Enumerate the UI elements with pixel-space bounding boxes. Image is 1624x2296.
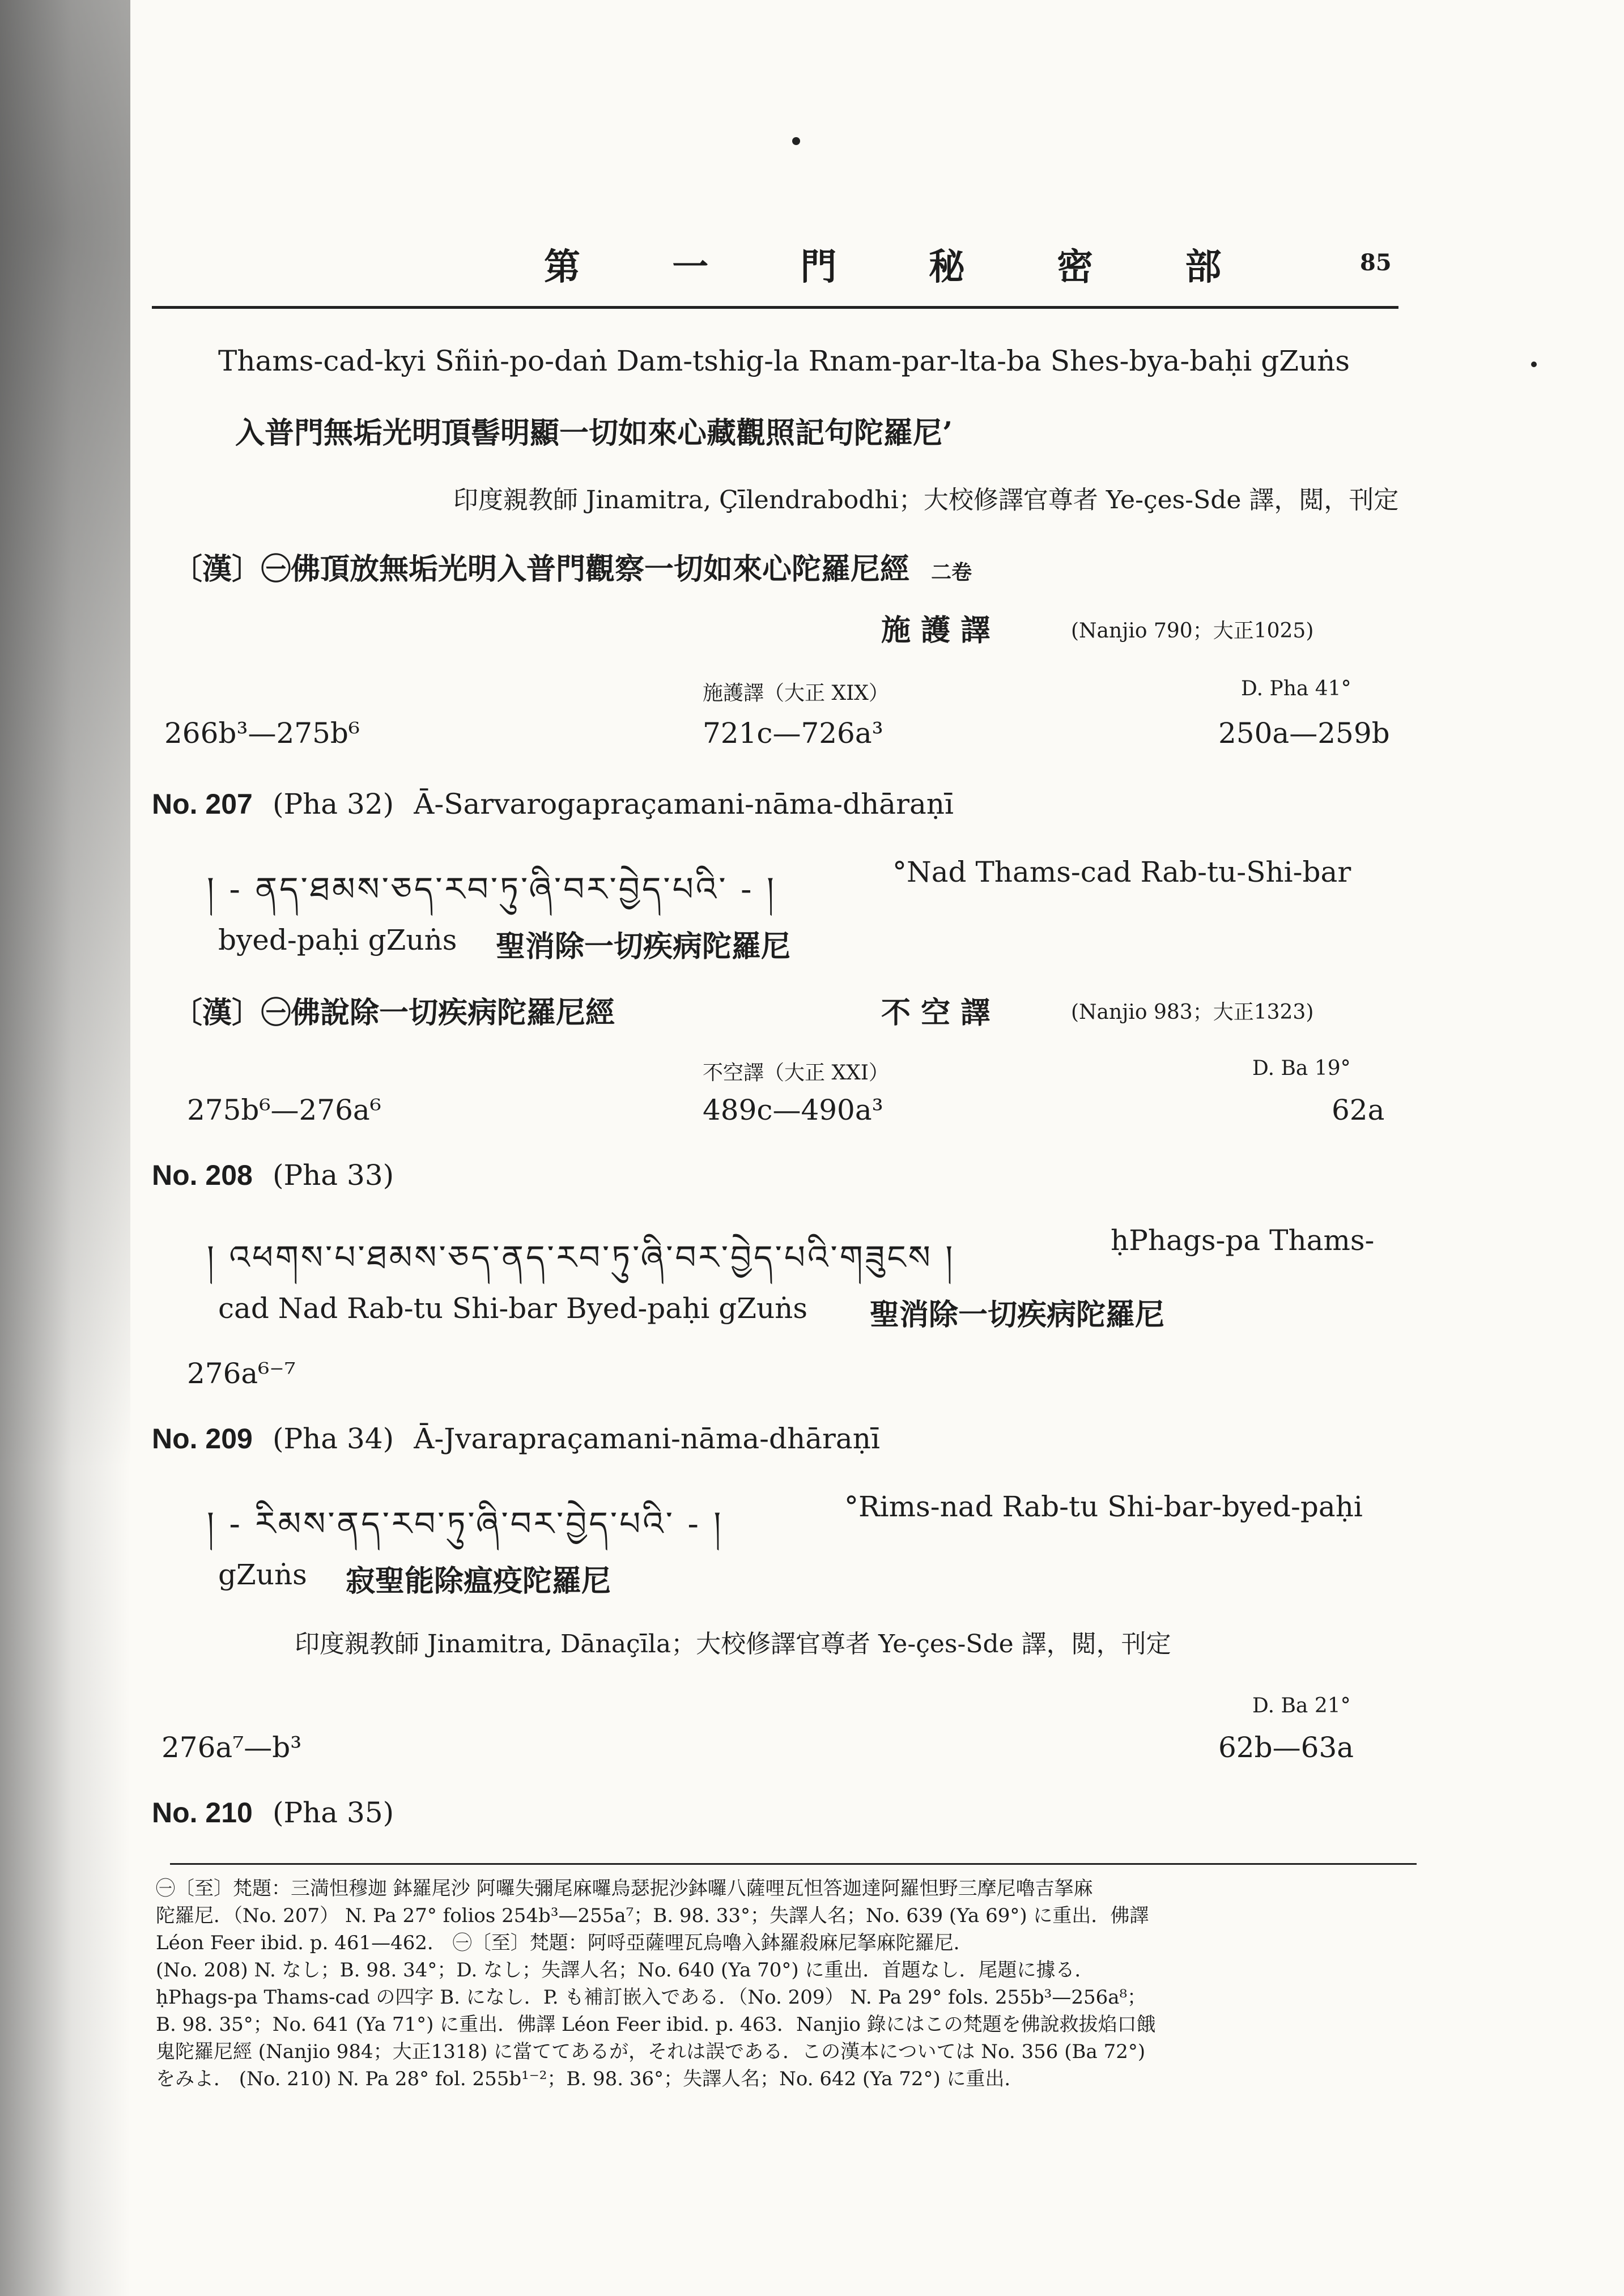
footnote-line: をみよ． (No. 210) N. Pa 28° fol. 255b¹⁻²；B. 98. 36°；失譯人名；No. 642 (Ya 72°) に重出． xyxy=(156,2068,1024,2090)
ref-right: 250a—259b xyxy=(1218,717,1390,750)
translators-line: 印度親教師 Jinamitra, Dānaçīla；大校修譯官尊者 Ye-çes-Sde 譯，閲，刊定 xyxy=(295,1630,1171,1659)
col-right-label: D. Ba 19° xyxy=(1252,1057,1351,1080)
translit-line: byed-paḥi gZuṅs xyxy=(218,924,457,956)
ref-left: 276a⁶⁻⁷ xyxy=(187,1357,296,1390)
translit-line: Thams-cad-kyi Sñiṅ-po-daṅ Dam-tshig-la Rnam-par-lta-ba Shes-bya-baḥi gZuṅs xyxy=(218,345,1350,377)
translit-line: gZuṅs xyxy=(218,1558,307,1591)
ref-right: 62a xyxy=(1332,1094,1385,1126)
tibetan-title: ། འཕགས་པ་ཐམས་ཅད་ནད་རབ་ཏུ་ཞི་བར་བྱེད་པའི་གཟུངས ། xyxy=(207,1238,955,1277)
entry-number: No. 208 xyxy=(152,1159,253,1191)
title-cjk: 聖消除一切疾病陀羅尼 xyxy=(870,1298,1165,1332)
title-cjk: 入普門無垢光明頂髻明顯一切如來心藏觀照記句陀羅尼’ xyxy=(235,416,953,450)
tibetan-title: ། - རིམས་ནད་རབ་ཏུ་ཞི་བར་བྱེད་པའི་ - ། xyxy=(207,1504,724,1543)
ref-right: 62b—63a xyxy=(1218,1731,1354,1764)
entry-209-heading xyxy=(152,1422,880,1455)
translit-line: °Rims-nad Rab-tu Shi-bar-byed-paḥi xyxy=(844,1490,1363,1523)
title-cjk: 寂聖能除瘟疫陀羅尼 xyxy=(346,1564,611,1598)
translit-line: cad Nad Rab-tu Shi-bar Byed-paḥi gZuṅs xyxy=(218,1292,808,1325)
translators-line: 印度親教師 Jinamitra, Çīlendrabodhi；大校修譯官尊者 Ye-çes-Sde 譯，閲，刊定 xyxy=(453,486,1399,515)
speck xyxy=(792,137,800,145)
footnote-line: 鬼陀羅尼經 (Nanjio 984；大正1318) に當ててあるが，それは誤である．この漢本については No. 356 (Ba 72°) xyxy=(156,2040,1146,2063)
nanjio-ref: (Nanjio 983；大正1323) xyxy=(1071,1001,1314,1024)
translit-line: ḥPhags-pa Thams- xyxy=(1111,1224,1375,1257)
col-right-label: D. Pha 41° xyxy=(1241,677,1351,700)
sanskrit-title: Ā-Jvarapraçamani-nāma-dhāraṇī xyxy=(414,1422,880,1455)
pha-ref: (Pha 33) xyxy=(272,1159,394,1192)
footnote-line: ㊀〔至〕梵題：三満怛穆迦 鉢羅尾沙 阿囉失彌尾麻囉烏瑟抳沙鉢囉八薩哩瓦怛答迦達阿羅怛野三摩尼嚕吉拏麻 xyxy=(156,1877,1093,1900)
tibetan-title: ། - ནད་ཐམས་ཅད་རབ་ཏུ་ཞི་བར་བྱེད་པའི་ - ། xyxy=(207,870,776,908)
page-number: 85 xyxy=(1360,249,1392,276)
entry-number: No. 210 xyxy=(152,1797,253,1829)
entry-207-heading xyxy=(152,788,954,820)
scan-shadow-edge xyxy=(0,0,130,2296)
entry-210-heading xyxy=(152,1796,394,1829)
footnote-line: 陀羅尼．（No. 207） N. Pa 27° folios 254b³—255a⁷；B. 98. 33°；失譯人名；No. 639 (Ya 69°) に重出．佛譯 xyxy=(156,1904,1149,1927)
entry-number: No. 207 xyxy=(152,788,253,820)
running-header-title: 第 一 門 秘 密 部 xyxy=(544,246,1261,288)
ref-left: 276a⁷—b³ xyxy=(161,1731,302,1764)
header-rule xyxy=(152,306,1398,309)
chinese-version: 〔漢〕㊀佛說除一切疾病陀羅尼經 xyxy=(173,996,615,1030)
sanskrit-title: Ā-Sarvarogapraçamani-nāma-dhāraṇī xyxy=(414,788,954,820)
translator-name: 施 護 譯 xyxy=(881,613,990,648)
ref-left: 275b⁶—276a⁶ xyxy=(187,1094,381,1126)
ref-left: 266b³—275b⁶ xyxy=(164,717,360,750)
footnote-line: (No. 208) N. なし；B. 98. 34°；D. なし；失譯人名；No. 640 (Ya 70°) に重出．首題なし．尾題に據る． xyxy=(156,1959,1094,1982)
translator-name: 不 空 譯 xyxy=(881,996,990,1030)
speck xyxy=(1531,362,1537,367)
pha-ref: (Pha 35) xyxy=(272,1796,394,1829)
col-right-label: D. Ba 21° xyxy=(1252,1694,1351,1717)
col-mid-label: 不空譯（大正 XXI） xyxy=(703,1061,889,1085)
pha-ref: (Pha 34) xyxy=(272,1422,394,1455)
entry-number: No. 209 xyxy=(152,1423,253,1455)
chinese-version: 〔漢〕㊀佛頂放無垢光明入普門觀察一切如來心陀羅尼經 二卷 xyxy=(173,552,972,586)
col-mid-label: 施護譯（大正 XIX） xyxy=(703,682,889,705)
pha-ref: (Pha 32) xyxy=(272,788,394,820)
footnote-line: B. 98. 35°；No. 641 (Ya 71°) に重出．佛譯 Léon Feer ibid. p. 463．Nanjio 錄にはこの梵題を佛說救拔焰口餓 xyxy=(156,2013,1156,2036)
entry-208-heading xyxy=(152,1159,394,1192)
ref-mid: 721c—726a³ xyxy=(703,717,883,750)
title-cjk: 聖消除一切疾病陀羅尼 xyxy=(496,929,791,964)
translit-line: °Nad Thams-cad Rab-tu-Shi-bar xyxy=(892,856,1351,888)
footnote-rule xyxy=(170,1863,1417,1865)
nanjio-ref: (Nanjio 790；大正1025) xyxy=(1071,619,1314,643)
footnote-line: ḥPhags-pa Thams-cad の四字 B. になし．P. も補訂嵌入である．（No. 209） N. Pa 29° fols. 255b³—256a⁸； xyxy=(156,1986,1147,2009)
ref-mid: 489c—490a³ xyxy=(703,1094,883,1126)
footnote-line: Léon Feer ibid. p. 461—462． ㊀〔至〕梵題：阿哷亞薩哩瓦烏嚕入鉢羅殺麻尼拏麻陀羅尼． xyxy=(156,1932,973,1954)
footnotes xyxy=(156,1873,1419,2099)
